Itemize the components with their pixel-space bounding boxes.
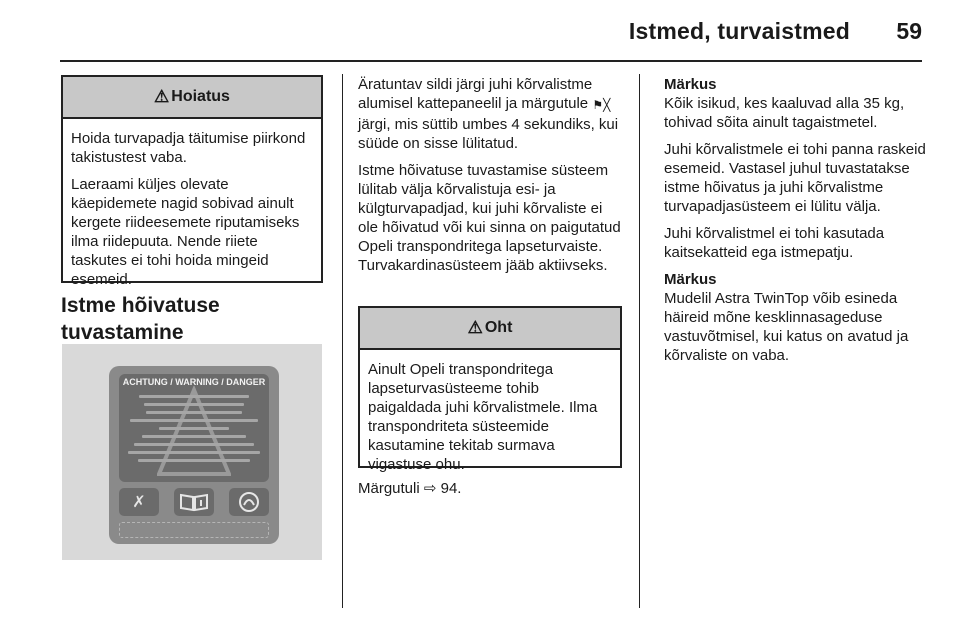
- warning-triangle-icon: ⚠: [467, 318, 483, 337]
- header-title: Istmed, turvaistmed: [628, 18, 850, 44]
- child-seat-icon: [229, 488, 269, 516]
- middle-column: [358, 75, 624, 283]
- manual-book-icon: [174, 488, 214, 516]
- warning-box-label: Hoiatus: [171, 88, 230, 105]
- header-rule: [60, 60, 922, 62]
- right-column: [664, 75, 926, 373]
- label-warning-title: ACHTUNG / WARNING / DANGER: [122, 377, 266, 387]
- indicator-paragraph: [358, 75, 624, 153]
- seat-covers-paragraph: Juhi kõrvalistmel ei tohi kasutada kaitsekatteid ega istmepatju.: [664, 225, 885, 261]
- note-text: Kõik isikud, kes kaaluvad alla 35 kg, tohivad sõita ainult tagaistmetel.: [664, 95, 905, 131]
- warning-paragraph: Hoida turvapadja täitumise piirkond takistustest vaba.: [71, 130, 306, 166]
- reference-text: Märgutuli: [358, 480, 420, 497]
- page-reference-icon: ⇨: [423, 480, 437, 497]
- airbag-label-panel: [119, 374, 269, 482]
- note-text: Mudelil Astra TwinTop võib esineda häireid mõne kesklinnasageduse vastuvõtmisel, kui katus on avatud ja kõrvaliste on vaba.: [664, 290, 909, 364]
- occupancy-paragraph: Istme hõivatuse tuvastamise süsteem lülitab välja kõrvalistuja esi- ja külgturvapadjad, kui juhi kõrvaliste ei ole hõivatud või kui sinna on paigutatud Opeli transpondritega lapseturvaiste. Turvakardinasüsteem jääb aktiivseks.: [358, 162, 621, 274]
- heavy-objects-paragraph: Juhi kõrvalistmele ei tohi panna raskeid esemeid. Vastasel juhul tuvastatakse istme hõivatus ja juhi kõrvalistme turvapadjasüsteem ei lülitu välja.: [664, 141, 926, 215]
- column-divider-right: [639, 74, 640, 608]
- caution-box: [358, 306, 622, 473]
- page-header: [0, 18, 960, 48]
- child-seat-airbag-icon: ✗: [119, 488, 159, 516]
- reference-line: [358, 479, 624, 498]
- caution-text: Ainult Opeli transpondritega lapseturvasüsteeme tohib paigaldada juhi kõrvalistmele. Ilma transpondriteta süsteemide kasutamine tekitab surmava vigastuse ohu.: [368, 361, 598, 473]
- note-title: Märkus: [664, 271, 717, 288]
- label-text-lines: [127, 390, 261, 467]
- note-title: Märkus: [664, 76, 717, 93]
- page-number: 59: [896, 18, 922, 44]
- airbag-label-card: [109, 366, 279, 544]
- column-divider-left: [342, 74, 343, 608]
- warning-box-header: [63, 77, 321, 119]
- warning-triangle-icon: ⚠: [154, 87, 170, 106]
- caution-box-label: Oht: [484, 319, 513, 336]
- airbag-off-seat-icon: ⚑╳: [592, 98, 611, 112]
- warning-paragraph: Laeraami küljes olevate käepidemete nagid sobivad ainult kergete riideesemete riputamiseks ilma riidepuuta. Nende riiete taskutes ei tohi hoida mingeid esemeid.: [71, 176, 300, 288]
- reference-page[interactable]: 94.: [440, 480, 462, 497]
- section-heading: Istme hõivatuse tuvastamine: [61, 294, 220, 344]
- airbag-label-figure: [62, 344, 322, 560]
- indicator-text-part1: Äratuntav sildi järgi juhi kõrvalistme alumisel kattepaneelil ja märgutule: [358, 76, 593, 112]
- label-icon-row: [119, 488, 269, 516]
- warning-box-body: [63, 119, 321, 299]
- label-strip: [119, 522, 269, 538]
- caution-box-header: [360, 308, 620, 350]
- indicator-text-part2: järgi, mis süttib umbes 4 sekundiks, kui süüde on sisse lülitatud.: [358, 116, 619, 152]
- warning-box: [61, 75, 323, 288]
- caution-box-body: [360, 350, 620, 484]
